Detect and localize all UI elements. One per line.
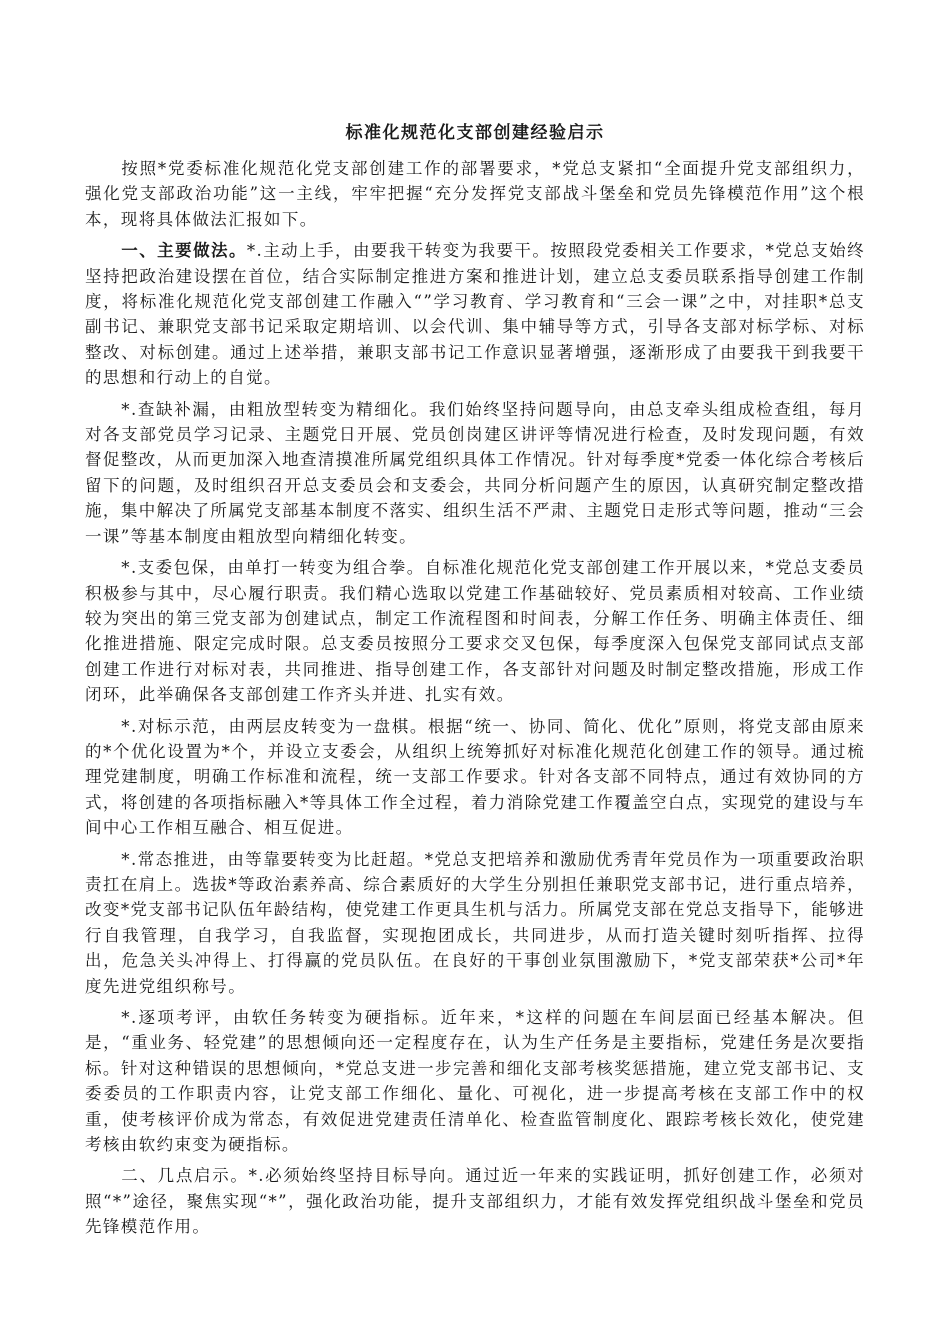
section1-paragraph-2: *.查缺补漏，由粗放型转变为精细化。我们始终坚持问题导向，由总支牵头组成检查组，每月对各支部党员学习记录、主题党日开展、党员创岗建区讲评等情况进行检查，及时发现问题，有效督促整改，从而更加深入地查清摸准所属党组织具体工作情况。针对每季度*党委一体化综合考核后留下的问题，及时组织召开总支委员会和支委会，共同分析问题产生的原因，认真研究制定整改措施，集中解决了所属党支部基本制度不落实、组织生活不严肃、主题党日走形式等问题，推动“三会一课”等基本制度由粗放型向精细化转变。	[85, 399, 865, 546]
section1-paragraph-1-text: *.主动上手，由要我干转变为我要干。按照段党委相关工作要求，*党总支始终坚持把政治建设摆在首位，结合实际制定推进方案和推进计划，建立总支委员联系指导创建工作制度，将标准化规范化党支部创建工作融入“”学习教育、学习教育和“三会一课”之中，对挂职*总支副书记、兼职党支部书记采取定期培训、以会代训、集中辅导等方式，引导各支部对标学标、对标整改、对标创建。通过上述举措，兼职支部书记工作意识显著增强，逐渐形成了由要我干到我要干的思想和行动上的自觉。	[85, 241, 865, 388]
section1-paragraph-1	[85, 238, 865, 390]
intro-paragraph: 按照*党委标准化规范化党支部创建工作的部署要求，*党总支紧扣“全面提升党支部组织力，强化党支部政治功能”这一主线，牢牢把握“充分发挥党支部战斗堡垒和党员先锋模范作用”这个根本，现将具体做法汇报如下。	[85, 159, 865, 229]
section1-paragraph-6: *.逐项考评，由软任务转变为硬指标。近年来，*这样的问题在车间层面已经基本解决。但是，“重业务、轻党建”的思想倾向还一定程度存在，认为生产任务是主要指标，党建任务是次要指标。针对这种错误的思想倾向，*党总支进一步完善和细化支部考核奖惩措施，建立党支部书记、支委委员的工作职责内容，让党支部工作细化、量化、可视化，进一步提高考核在支部工作中的权重，使考核评价成为常态，有效促进党建责任清单化、检查监管制度化、跟踪考核长效化，使党建考核由软约束变为硬指标。	[85, 1008, 865, 1155]
section1-paragraph-5: *.常态推进，由等靠要转变为比赶超。*党总支把培养和激励优秀青年党员作为一项重要政治职责扛在肩上。选拔*等政治素养高、综合素质好的大学生分别担任兼职党支部书记，进行重点培养，改变*党支部书记队伍年龄结构，使党建工作更具生机与活力。所属党支部在党总支指导下，能够进行自我管理，自我学习，自我监督，实现抱团成长，共同进步，从而打造关键时刻听指挥、拉得出，危急关头冲得上、打得赢的党员队伍。在良好的干事创业氛围激励下，*党支部荣获*公司*年度先进党组织称号。	[85, 849, 865, 996]
document-title: 标准化规范化支部创建经验启示	[345, 123, 605, 143]
section1-paragraph-4: *.对标示范，由两层皮转变为一盘棋。根据“统一、协同、简化、优化”原则，将党支部由原来的*个优化设置为*个，并设立支委会，从组织上统筹抓好对标准化规范化创建工作的领导。通过梳理党建制度，明确工作标准和流程，统一支部工作要求。针对各支部不同特点，通过有效协同的方式，将创建的各项指标融入*等具体工作全过程，着力消除党建工作覆盖空白点，实现党的建设与车间中心工作相互融合、相互促进。	[85, 716, 865, 838]
section1-heading: 一、主要做法。	[121, 241, 247, 261]
document-page	[85, 118, 865, 1246]
section2-paragraph-1: 二、几点启示。*.必须始终坚持目标导向。通过近一年来的实践证明，抓好创建工作，必须对照“*”途径，聚焦实现“*”，强化政治功能，提升支部组织力，才能有效发挥党组织战斗堡垒和党员先锋模范作用。	[85, 1166, 865, 1237]
section1-paragraph-3: *.支委包保，由单打一转变为组合拳。自标准化规范化党支部创建工作开展以来，*党总支委员积极参与其中，尽心履行职责。我们精心选取以党建工作基础较好、党员素质相对较高、工作业绩较为突出的第三党支部为创建试点，制定工作流程图和时间表，分解工作任务、明确主体责任、细化推进措施、限定完成时限。总支委员按照分工要求交叉包保，每季度深入包保党支部同试点支部创建工作进行对标对表，共同推进、指导创建工作，各支部针对问题及时制定整改措施，形成工作闭环，此举确保各支部创建工作齐头并进、扎实有效。	[85, 558, 865, 705]
